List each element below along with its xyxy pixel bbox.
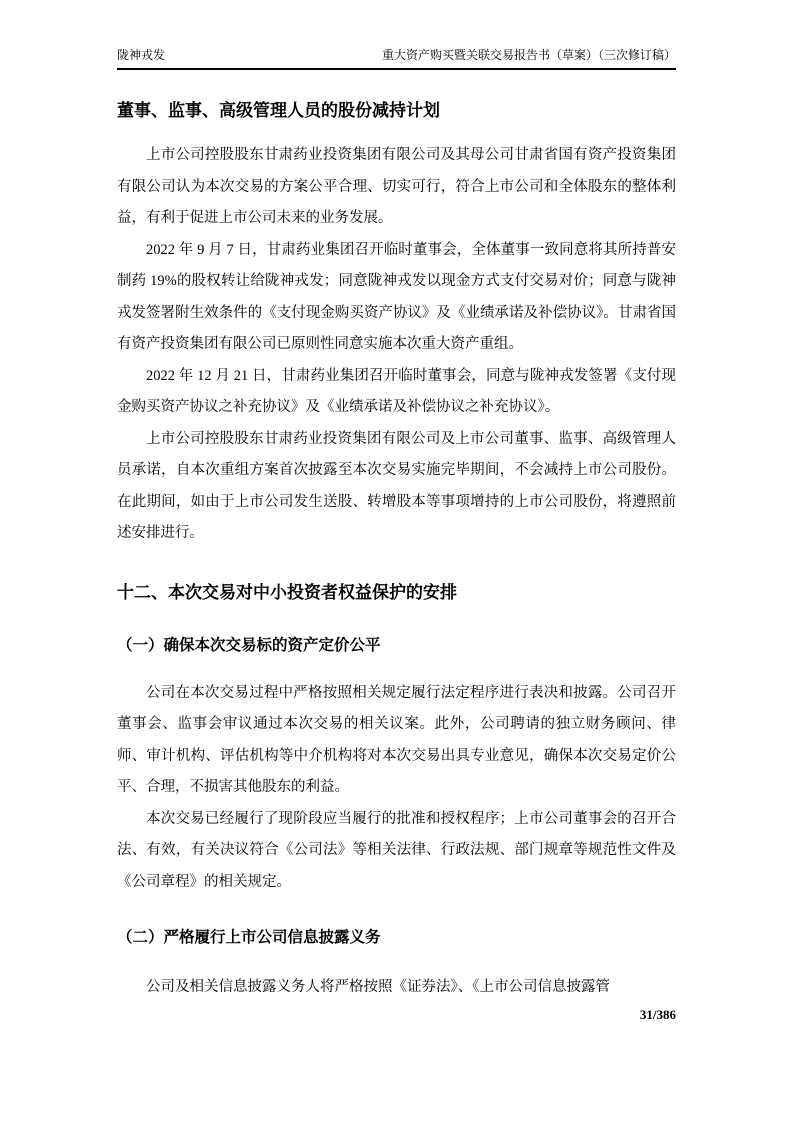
- page-header: [117, 47, 676, 70]
- header-report-title: 重大资产购买暨关联交易报告书（草案）（三次修订稿）: [381, 48, 676, 62]
- paragraph: 2022 年 12 月 21 日，甘肃药业集团召开临时董事会，同意与陇神戎发签署《支付现金购买资产协议之补充协议》及《业绩承诺及补偿协议之补充协议》。: [117, 367, 676, 415]
- paragraph: 本次交易已经履行了现阶段应当履行的批准和授权程序；上市公司董事会的召开合法、有效，有关决议符合《公司法》等相关法律、行政法规、部门规章等规范性文件及《公司章程》的相关规定。: [117, 810, 676, 890]
- chapter-heading: 十二、本次交易对中小投资者权益保护的安排: [117, 582, 457, 602]
- sub-heading-2: （二）严格履行上市公司信息披露义务: [117, 929, 381, 946]
- header-company-name: 陇神戎发: [117, 48, 166, 62]
- section-heading: 董事、监事、高级管理人员的股份减持计划: [117, 101, 440, 120]
- paragraph: 2022 年 9 月 7 日，甘肃药业集团召开临时董事会，全体董事一致同意将其所持普安制药 19%的股权转让给陇神戎发；同意陇神戎发以现金方式支付交易对价；同意与陇神戎发签署附生效条件的《支付现金购买资产协议》及《业绩承诺及补偿协议》。甘肃省国有资产投资集团有限公司已原则性同意实施本次重大资产重组。: [117, 241, 676, 352]
- paragraph: 公司在本次交易过程中严格按照相关规定履行法定程序进行表决和披露。公司召开董事会、监事会审议通过本次交易的相关议案。此外，公司聘请的独立财务顾问、律师、审计机构、评估机构等中介机构将对本次交易出具专业意见，确保本次交易定价公平、合理，不损害其他股东的利益。: [117, 684, 676, 795]
- paragraph: 上市公司控股股东甘肃药业投资集团有限公司及上市公司董事、监事、高级管理人员承诺，自本次重组方案首次披露至本次交易实施完毕期间，不会减持上市公司股份。在此期间，如由于上市公司发生送股、转增股本等事项增持的上市公司股份，将遵照前述安排进行。: [117, 430, 676, 541]
- sub-heading-1: （一）确保本次交易标的资产定价公平: [117, 636, 381, 654]
- page-number: 31/386: [639, 1006, 676, 1022]
- paragraph: 上市公司控股股东甘肃药业投资集团有限公司及其母公司甘肃省国有资产投资集团有限公司认为本次交易的方案公平合理、切实可行，符合上市公司和全体股东的整体利益，有利于促进上市公司未来的业务发展。: [117, 147, 676, 226]
- paragraph: 公司及相关信息披露义务人将严格按照《证券法》、《上市公司信息披露管: [146, 979, 610, 995]
